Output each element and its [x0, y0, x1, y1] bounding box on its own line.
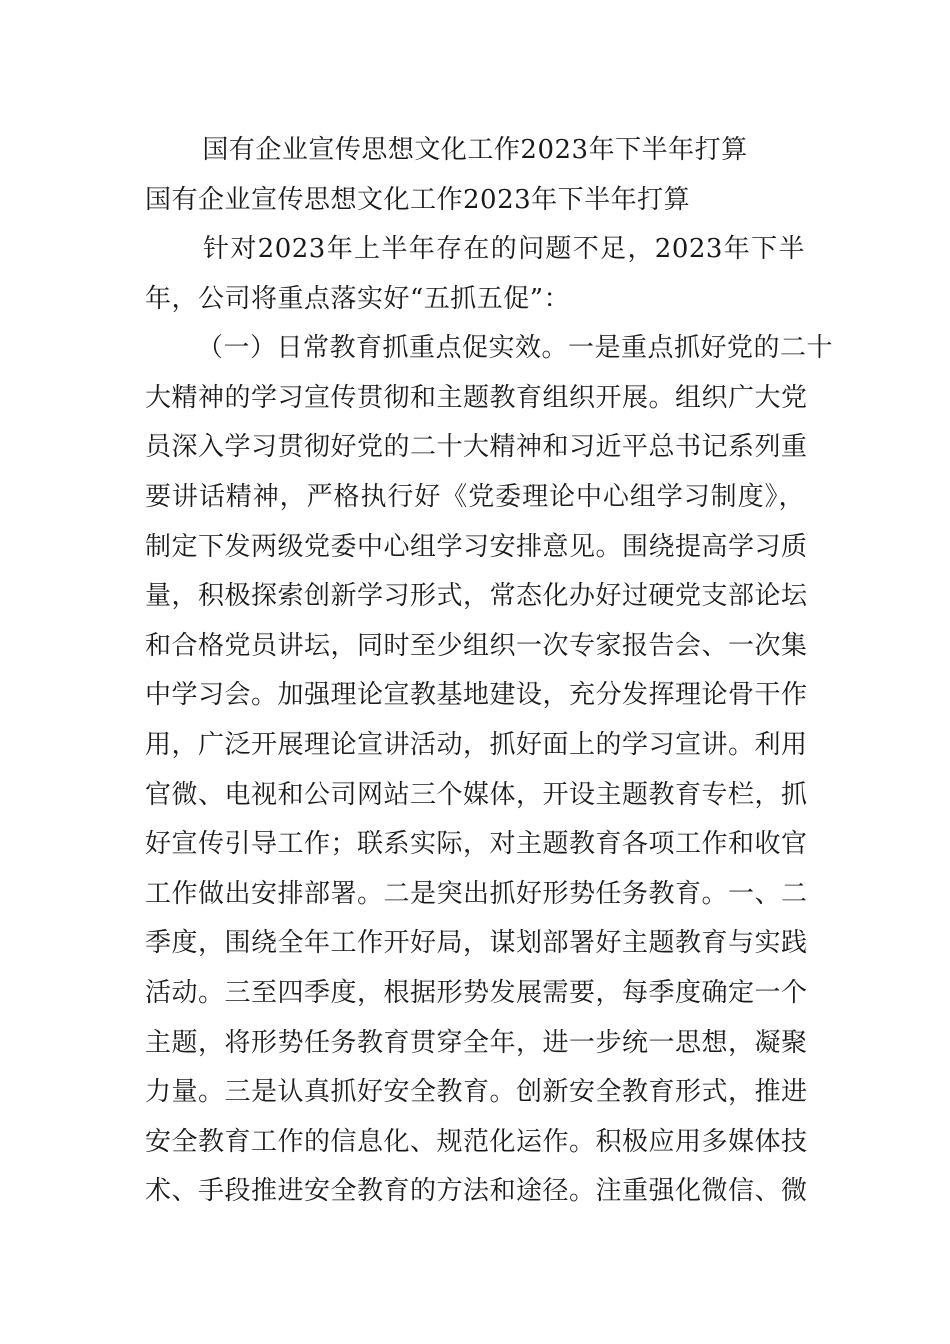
- body-line: 术、手段推进安全教育的方法和途径。注重强化微信、微: [145, 1176, 808, 1207]
- body-line: 员深入学习贯彻好党的二十大精神和习近平总书记系列重: [145, 432, 808, 463]
- document-title: 国有企业宣传思想文化工作2023年下半年打算: [202, 135, 748, 165]
- body-line: 制定下发两级党委中心组学习安排意见。围绕提高学习质: [145, 531, 808, 562]
- document-subtitle: 国有企业宣传思想文化工作2023年下半年打算: [145, 185, 691, 215]
- body-line: 工作做出安排部署。二是突出抓好形势任务教育。一、二: [145, 878, 808, 909]
- body-line: 和合格党员讲坛，同时至少组织一次专家报告会、一次集: [145, 630, 808, 661]
- body-line: 主题，将形势任务教育贯穿全年，进一步统一思想，凝聚: [145, 1027, 808, 1058]
- body-line: （一）日常教育抓重点促实效。一是重点抓好党的二十: [197, 333, 834, 364]
- body-line: 好宣传引导工作；联系实际，对主题教育各项工作和收官: [145, 829, 808, 860]
- body-line: 量，积极探索创新学习形式，常态化办好过硬党支部论坛: [145, 581, 808, 612]
- body-line: 安全教育工作的信息化、规范化运作。积极应用多媒体技: [145, 1126, 808, 1157]
- body-line: 官微、电视和公司网站三个媒体，开设主题教育专栏，抓: [145, 779, 808, 810]
- document-body: [145, 225, 834, 1217]
- body-line: 活动。三至四季度，根据形势发展需要，每季度确定一个: [145, 977, 808, 1008]
- body-line: 针对2023年上半年存在的问题不足，2023年下半: [203, 234, 805, 264]
- body-line: 季度，围绕全年工作开好局，谋划部署好主题教育与实践: [145, 928, 808, 959]
- body-line: 要讲话精神，严格执行好《党委理论中心组学习制度》，: [145, 481, 805, 512]
- body-line: 用，广泛开展理论宣讲活动，抓好面上的学习宣讲。利用: [145, 729, 808, 760]
- body-line: 大精神的学习宣传贯彻和主题教育组织开展。组织广大党: [145, 382, 808, 413]
- body-line: 力量。三是认真抓好安全教育。创新安全教育形式，推进: [145, 1077, 808, 1108]
- body-line: 中学习会。加强理论宣教基地建设，充分发挥理论骨干作: [145, 680, 808, 711]
- body-line: 年，公司将重点落实好“五抓五促”：: [145, 283, 571, 314]
